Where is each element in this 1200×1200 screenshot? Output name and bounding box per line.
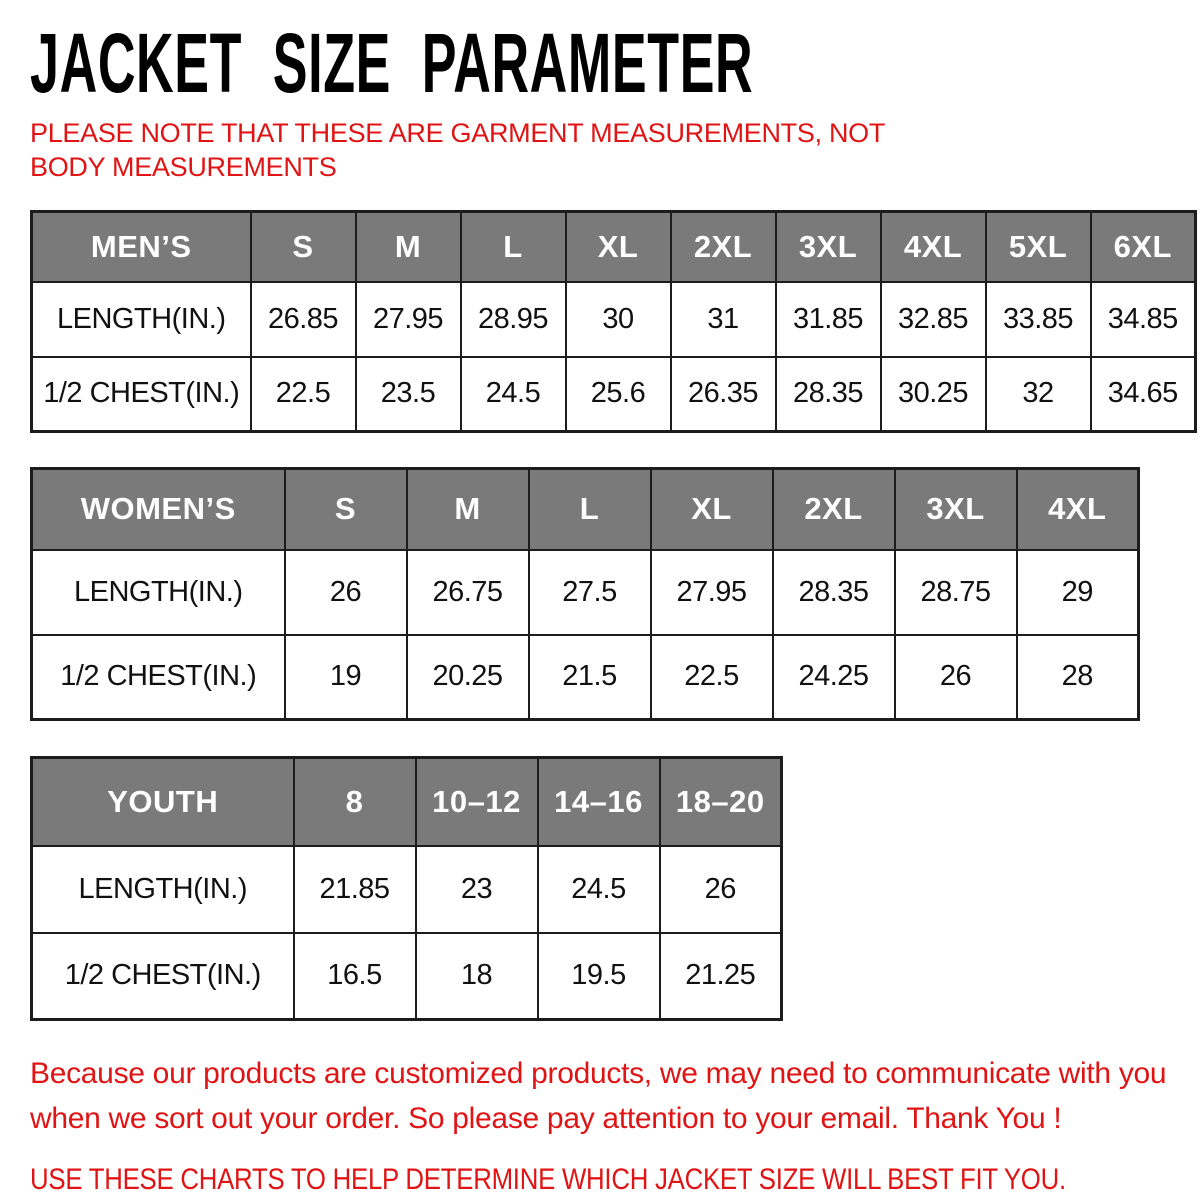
data-cell: 30 [566, 282, 671, 357]
data-cell: 24.5 [538, 846, 660, 933]
row-label-cell: LENGTH(IN.) [32, 846, 294, 933]
mens-length-row [32, 282, 1196, 357]
mens-table-title-cell: MEN’S [32, 212, 251, 282]
youth-size-header-cell: 10–12 [416, 758, 538, 846]
data-cell: 31 [671, 282, 776, 357]
womens-size-header-cell: L [529, 469, 651, 550]
data-cell: 19 [285, 635, 407, 720]
womens-size-header-cell: 2XL [773, 469, 895, 550]
youth-length-row [32, 846, 782, 933]
womens-size-header-cell: M [407, 469, 529, 550]
data-cell: 24.5 [461, 357, 566, 432]
data-cell: 20.25 [407, 635, 529, 720]
womens-header-row [32, 469, 1139, 550]
data-cell: 24.25 [773, 635, 895, 720]
youth-size-header-cell: 8 [294, 758, 416, 846]
womens-size-header-cell: 3XL [895, 469, 1017, 550]
mens-chest-row [32, 357, 1196, 432]
womens-size-header-cell: XL [651, 469, 773, 550]
data-cell: 22.5 [651, 635, 773, 720]
youth-header-row [32, 758, 782, 846]
womens-size-header-cell: S [285, 469, 407, 550]
data-cell: 25.6 [566, 357, 671, 432]
data-cell: 28 [1017, 635, 1139, 720]
mens-size-header-cell: 5XL [986, 212, 1091, 282]
customization-notice: Because our products are customized products, we may need to communicate with you when we sort out your order. So please pay attention to your email. Thank You ! [30, 1057, 1167, 1135]
data-cell: 32 [986, 357, 1091, 432]
data-cell: 21.5 [529, 635, 651, 720]
mens-size-header-cell: XL [566, 212, 671, 282]
data-cell: 26 [895, 635, 1017, 720]
data-cell: 28.35 [776, 357, 881, 432]
mens-size-header-cell: 6XL [1091, 212, 1196, 282]
data-cell: 18 [416, 933, 538, 1020]
data-cell: 27.95 [651, 550, 773, 635]
mens-size-header-cell: M [356, 212, 461, 282]
row-label-cell: LENGTH(IN.) [32, 550, 285, 635]
row-label-cell: LENGTH(IN.) [32, 282, 251, 357]
youth-size-header-cell: 18–20 [660, 758, 782, 846]
data-cell: 26.85 [251, 282, 356, 357]
youth-table-title-cell: YOUTH [32, 758, 294, 846]
data-cell: 26.35 [671, 357, 776, 432]
row-label-cell: 1/2 CHEST(IN.) [32, 933, 294, 1020]
data-cell: 27.95 [356, 282, 461, 357]
womens-size-header-cell: 4XL [1017, 469, 1139, 550]
womens-length-row [32, 550, 1139, 635]
data-cell: 21.85 [294, 846, 416, 933]
data-cell: 26 [660, 846, 782, 933]
data-cell: 19.5 [538, 933, 660, 1020]
chart-usage-hint: USE THESE CHARTS TO HELP DETERMINE WHICH JACKET SIZE WILL BEST FIT YOU. [30, 1163, 1066, 1196]
page-title: JACKET SIZE PARAMETER [30, 16, 754, 110]
mens-size-header-cell: S [251, 212, 356, 282]
mens-size-header-cell: 2XL [671, 212, 776, 282]
data-cell: 16.5 [294, 933, 416, 1020]
youth-size-header-cell: 14–16 [538, 758, 660, 846]
youth-size-table [30, 756, 783, 1021]
data-cell: 26.75 [407, 550, 529, 635]
data-cell: 23.5 [356, 357, 461, 432]
row-label-cell: 1/2 CHEST(IN.) [32, 635, 285, 720]
data-cell: 34.85 [1091, 282, 1196, 357]
data-cell: 28.35 [773, 550, 895, 635]
mens-size-header-cell: 4XL [881, 212, 986, 282]
data-cell: 32.85 [881, 282, 986, 357]
data-cell: 29 [1017, 550, 1139, 635]
mens-size-header-cell: 3XL [776, 212, 881, 282]
data-cell: 28.95 [461, 282, 566, 357]
mens-size-header-cell: L [461, 212, 566, 282]
youth-chest-row [32, 933, 782, 1020]
data-cell: 30.25 [881, 357, 986, 432]
data-cell: 34.65 [1091, 357, 1196, 432]
data-cell: 28.75 [895, 550, 1017, 635]
data-cell: 22.5 [251, 357, 356, 432]
data-cell: 23 [416, 846, 538, 933]
data-cell: 33.85 [986, 282, 1091, 357]
data-cell: 26 [285, 550, 407, 635]
womens-chest-row [32, 635, 1139, 720]
garment-measurement-note: PLEASE NOTE THAT THESE ARE GARMENT MEASUREMENTS, NOT BODY MEASUREMENTS [30, 118, 885, 182]
womens-table-title-cell: WOMEN’S [32, 469, 285, 550]
mens-size-table [30, 210, 1197, 433]
data-cell: 21.25 [660, 933, 782, 1020]
womens-size-table [30, 467, 1140, 721]
data-cell: 31.85 [776, 282, 881, 357]
data-cell: 27.5 [529, 550, 651, 635]
mens-header-row [32, 212, 1196, 282]
row-label-cell: 1/2 CHEST(IN.) [32, 357, 251, 432]
